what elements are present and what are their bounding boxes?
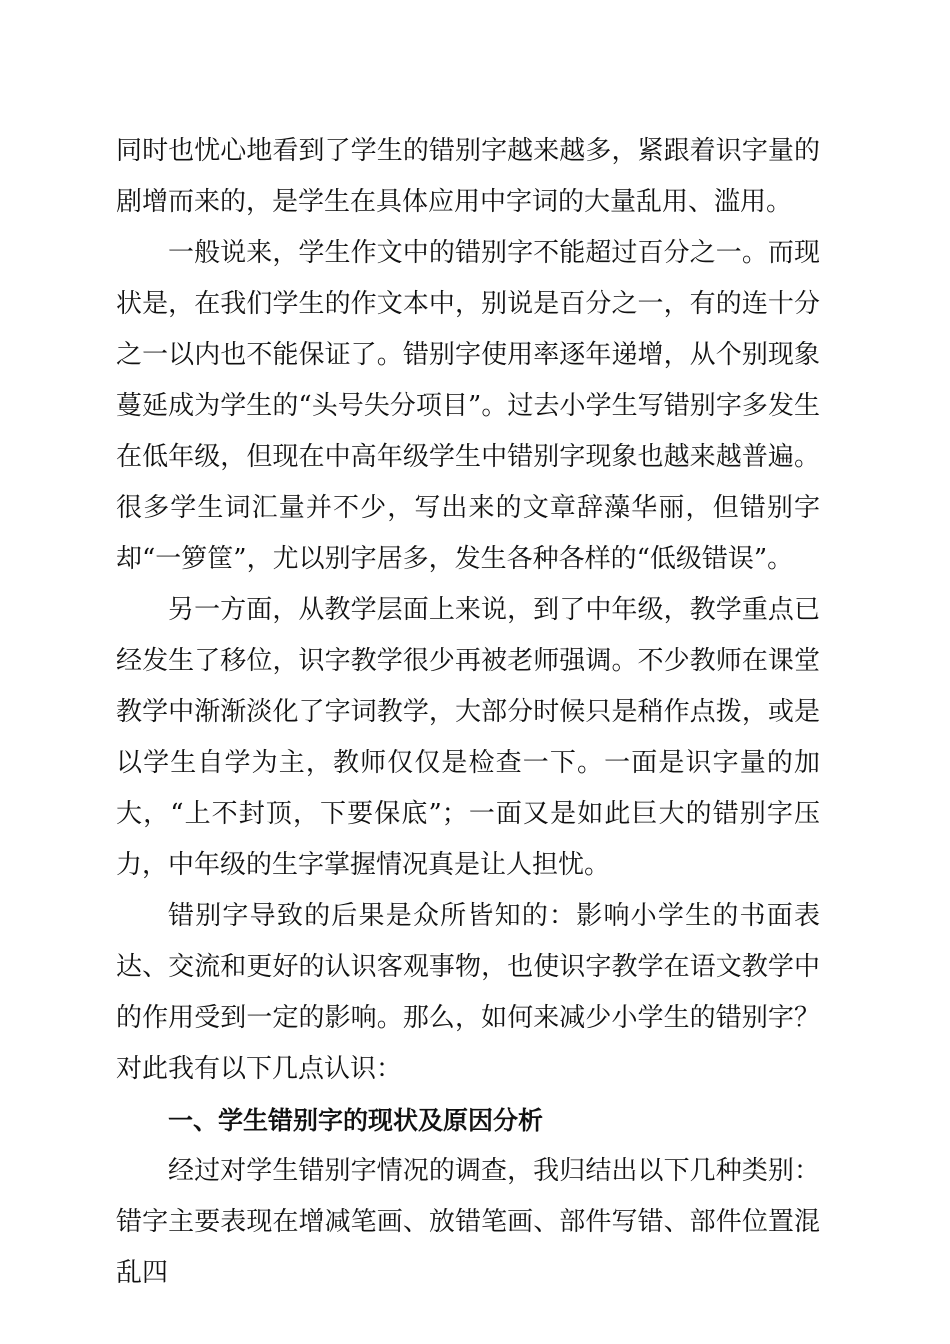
section-heading: 一、学生错别字的现状及原因分析 <box>168 1106 544 1135</box>
paragraph-investigation: 经过对学生错别字情况的调查，我归结出以下几种类别：错字主要表现在增减笔画、放错笔画、部件写错、部件位置混乱四 <box>116 1156 820 1288</box>
paragraph-current-status: 一般说来，学生作文中的错别字不能超过百分之一。而现状是，在我们学生的作文本中，别说是百分之一，有的连十分之一以内也不能保证了。错别字使用率逐年递增，从个别现象蔓延成为学生的“头号失分项目”。过去小学生写错别字多发生在低年级，但现在中高年级学生中错别字现象也越来越普遍。很多学生词汇量并不少，写出来的文章辞藻华丽，但错别字却“一箩筐”，尤以别字居多，发生各种各样的“低级错误”。 <box>116 238 820 574</box>
paragraph-continuation: 同时也忧心地看到了学生的错别字越来越多，紧跟着识字量的剧增而来的，是学生在具体应用中字词的大量乱用、滥用。 <box>116 136 820 217</box>
document-page <box>116 126 820 1299</box>
paragraph-consequences: 错别字导致的后果是众所皆知的：影响小学生的书面表达、交流和更好的认识客观事物，也使识字教学在语文教学中的作用受到一定的影响。那么，如何来减少小学生的错别字？对此我有以下几点认识： <box>116 901 820 1084</box>
paragraph-teaching-aspect: 另一方面，从教学层面上来说，到了中年级，教学重点已经发生了移位，识字教学很少再被老师强调。不少教师在课堂教学中渐渐淡化了字词教学，大部分时候只是稍作点拨，或是以学生自学为主，教师仅仅是检查一下。一面是识字量的加大，“上不封顶，下要保底”；一面又是如此巨大的错别字压力，中年级的生字掌握情况真是让人担忧。 <box>116 595 820 880</box>
